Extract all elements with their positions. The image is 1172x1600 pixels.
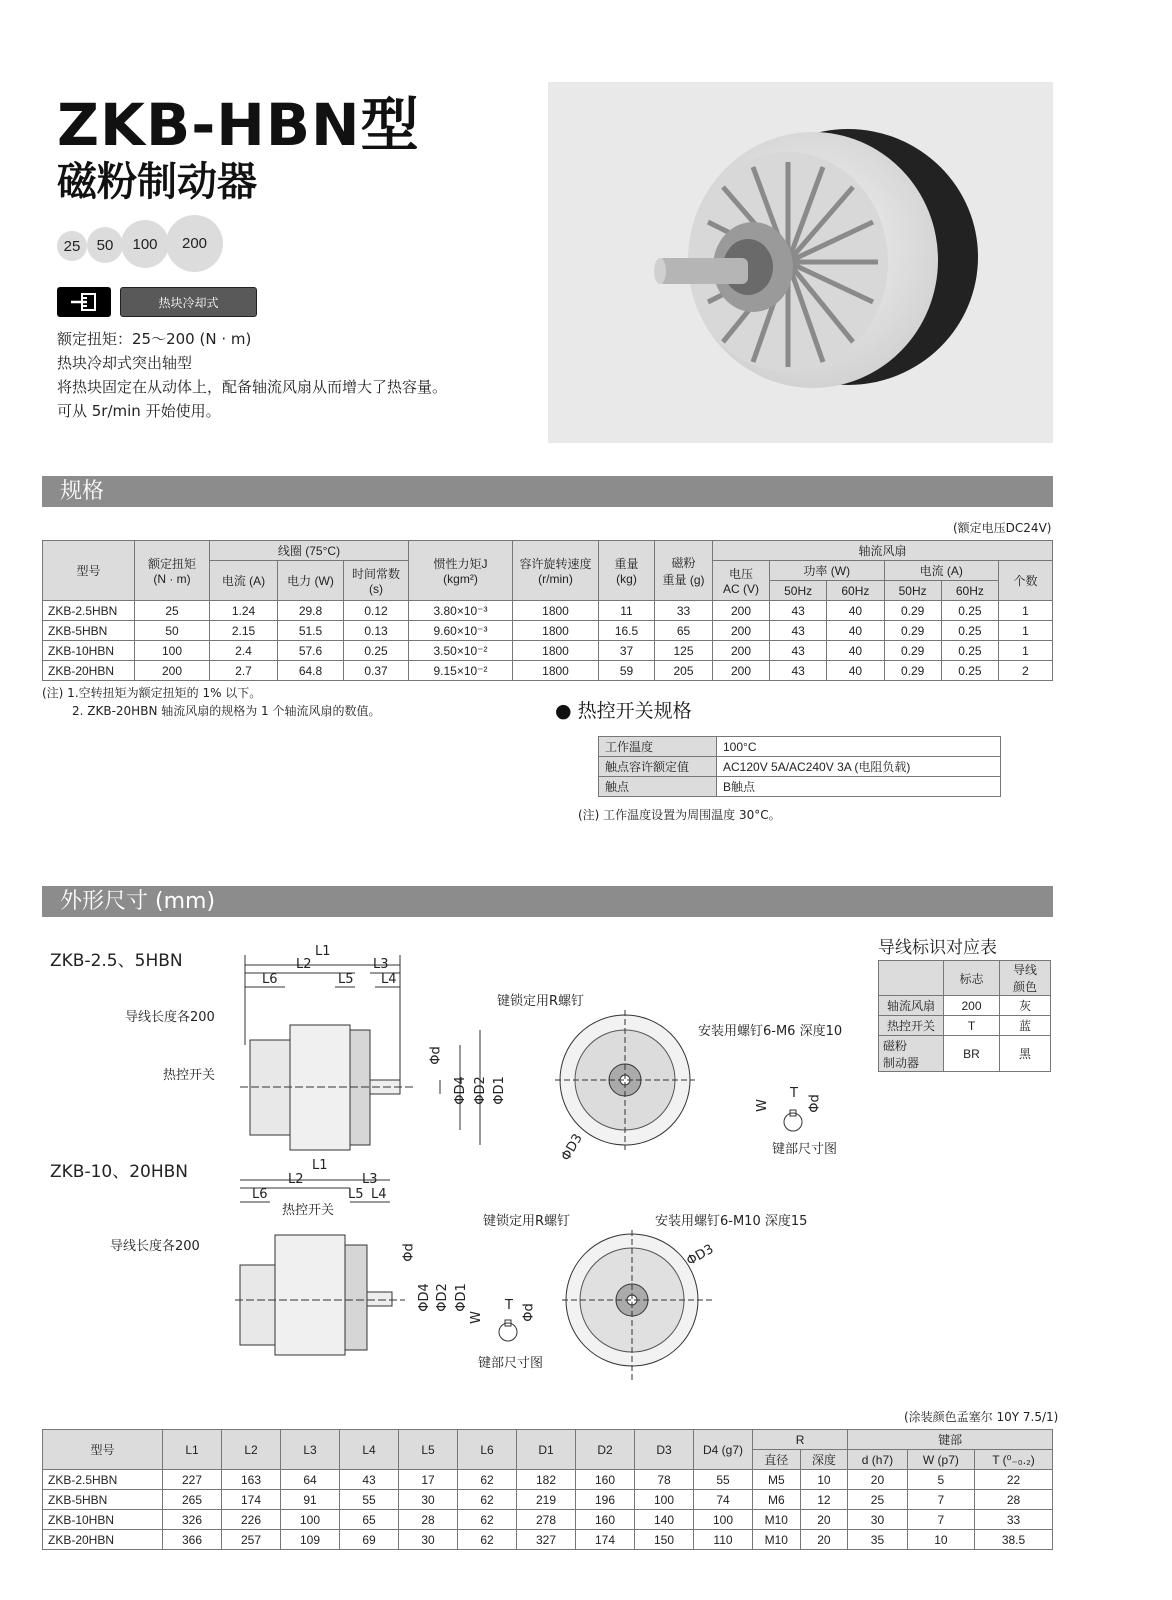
table-row: ZKB-2.5HBN 25 1.24 29.8 0.12 3.80×10⁻³ 1800 11 33 200 43 40 0.29 0.25 1 [43, 601, 1053, 621]
table-row: ZKB-10HBN 326 226 100 65 28 62 278 160 140 100 M10 20 30 7 33 [43, 1510, 1053, 1530]
th-current: 电流 (A) [210, 561, 278, 601]
dim-phiD2: ΦD2 [472, 1076, 488, 1105]
th-fan: 轴流风扇 [713, 541, 1053, 561]
dim-phid-2: Φd [401, 1243, 417, 1262]
dim-phiD3-1: ΦD3 [558, 1131, 586, 1164]
wire-table [878, 960, 1051, 1072]
spec-note-1: (注) 1.空转扭矩为额定扭矩的 1% 以下。 [42, 686, 262, 700]
drawing1-title: ZKB-2.5、5HBN [50, 951, 183, 971]
mount-screw-label-1: 安装用螺钉6-M6 深度10 [698, 1024, 843, 1039]
th-speed: 容许旋转速度 (r/min) [513, 541, 599, 601]
th-powder: 磁粉 重量 (g) [655, 541, 713, 601]
dim-L2: L2 [296, 957, 312, 972]
desc-line: 可从 5r/min 开始使用。 [57, 402, 221, 420]
drawing2-title: ZKB-10、20HBN [50, 1162, 189, 1182]
dim-phid-key-2: Φd [521, 1303, 537, 1322]
thermo-note: (注) 工作温度设置为周围温度 30°C。 [578, 808, 781, 822]
dim-phiD1-2: ΦD1 [453, 1283, 469, 1312]
dim-phid-key-1: Φd [807, 1094, 823, 1113]
drawing1-side-view [240, 945, 500, 1155]
th-torque: 额定扭矩 (N · m) [135, 541, 210, 601]
th-50hz: 50Hz [884, 581, 941, 601]
th-wire-color: 导线 颜色 [1000, 961, 1051, 996]
table-row: ZKB-20HBN 366 257 109 69 30 62 327 174 150 110 M10 20 35 10 38.5 [43, 1530, 1053, 1550]
dim-L2-2: L2 [288, 1172, 304, 1187]
thermo-switch-label-2: 热控开关 [282, 1203, 335, 1218]
th-50hz: 50Hz [770, 581, 827, 601]
th-60hz: 60Hz [941, 581, 998, 601]
lead-length-label-2: 导线长度各200 [110, 1239, 200, 1254]
lead-length-label: 导线长度各200 [125, 1010, 215, 1025]
table-row: ZKB-2.5HBN 227 163 64 43 17 62 182 160 78 55 M5 10 20 5 22 [43, 1470, 1053, 1490]
key-screw-label-1: 键锁定用R螺钉 [497, 994, 585, 1009]
product-description [57, 327, 447, 423]
thermo-switch-label: 热控开关 [163, 1068, 216, 1083]
product-photo [548, 82, 1053, 443]
dim-T-2: T [505, 1298, 513, 1313]
dimensions-table: 型号 L1 L2 L3 L4 L5 L6 D1 D2 D3 D4 (g7) R 键部 直径 深度 d (h7) W (p7) T (⁰₋₀.₂) ZKB-2.5HBN 227 163 64 43 17 62 182 160 78 55 M5 10 20 5 22 ZKB-5HBN 265 174 91 55 30 62 219 196 100 74 M6 12 25 7 28 ZKB-10HBN 326 226 100 65 28 62 278 160 140 100 M10 20 30 7 33 ZKB-20HBN 366 257 109 69 30 62 327 174 150 110 M10 20 35 10 38.5 [42, 1429, 1053, 1550]
page-subtitle: 磁粉制动器 [57, 159, 257, 205]
table-row: ZKB-5HBN 265 174 91 55 30 62 219 196 100 74 M6 12 25 7 28 [43, 1490, 1053, 1510]
cooling-type-badge: 热块冷却式 [120, 287, 257, 317]
spec-table [42, 540, 1053, 681]
dim-phiD4: ΦD4 [452, 1076, 468, 1105]
th-time: 时间常数 (s) [344, 561, 409, 601]
table-row: 热控开关 T 蓝 [879, 1016, 1051, 1036]
dim-phiD3-2: ΦD3 [684, 1241, 717, 1270]
th-count: 个数 [999, 561, 1053, 601]
thermo-spec-table [598, 736, 1001, 797]
th-model: 型号 [43, 541, 135, 601]
table-row: 触点容许额定值 AC120V 5A/AC240V 3A (电阻负载) [599, 757, 1001, 777]
th-fan-current: 电流 (A) [884, 561, 999, 581]
th-mark: 标志 [944, 961, 1000, 996]
voltage-note: (额定电压DC24V) [953, 521, 1052, 535]
mount-screw-label-2: 安装用螺钉6-M10 深度15 [655, 1214, 808, 1229]
table-row: ZKB-10HBN 100 2.4 57.6 0.25 3.50×10⁻² 1800 37 125 200 43 40 0.29 0.25 1 [43, 641, 1053, 661]
dim-L5-2: L5 [348, 1187, 364, 1202]
th-60hz: 60Hz [827, 581, 884, 601]
dim-L5: L5 [338, 972, 354, 987]
page-title: ZKB-HBN型 [57, 91, 420, 159]
wire-table-title: 导线标识对应表 [878, 938, 997, 958]
table-row: 轴流风扇 200 灰 [879, 996, 1051, 1016]
dim-L6: L6 [262, 972, 278, 987]
size-badge-200: 200 [166, 215, 223, 272]
table-row: 触点 B触点 [599, 777, 1001, 797]
dim-L3-2: L3 [362, 1172, 378, 1187]
th-power: 电力 (W) [278, 561, 344, 601]
size-badge-100: 100 [121, 220, 169, 268]
size-badge-50: 50 [87, 227, 123, 263]
spec-section-header: 规格 [42, 476, 1053, 507]
table-row: 磁粉 制动器 BR 黑 [879, 1036, 1051, 1072]
size-badge-25: 25 [57, 231, 87, 261]
desc-line: 热块冷却式突出轴型 [57, 354, 193, 372]
th-voltage: 电压 AC (V) [713, 561, 770, 601]
table-row: ZKB-20HBN 200 2.7 64.8 0.37 9.15×10⁻² 1800 59 205 200 43 40 0.29 0.25 2 [43, 661, 1053, 681]
th-fan-power: 功率 (W) [770, 561, 885, 581]
protruding-shaft-icon [57, 287, 111, 317]
dim-W-1: W [754, 1099, 770, 1112]
thermo-spec-title: ● 热控开关规格 [555, 700, 692, 722]
drawing1-front-view [555, 1010, 695, 1150]
dimensions-section-header: 外形尺寸 (mm) [42, 886, 1053, 917]
th-coil: 线圈 (75°C) [210, 541, 409, 561]
th-weight: 重量 (kg) [599, 541, 655, 601]
key-screw-label-2: 键锁定用R螺钉 [483, 1214, 571, 1229]
spec-note-2: 2. ZKB-20HBN 轴流风扇的规格为 1 个轴流风扇的数值。 [72, 704, 381, 718]
desc-line: 将热块固定在从动体上，配备轴流风扇从而增大了热容量。 [57, 378, 448, 396]
dim-L4-2: L4 [371, 1187, 387, 1202]
desc-line: 额定扭矩：25～200 (N · m) [57, 330, 252, 348]
dim-L1: L1 [315, 944, 331, 959]
dim-T-1: T [790, 1086, 798, 1101]
dim-phiD2-2: ΦD2 [434, 1283, 450, 1312]
dim-L3: L3 [373, 957, 389, 972]
dim-phid: Φd [428, 1046, 444, 1065]
key-dim-label-2: 键部尺寸图 [478, 1356, 544, 1371]
dim-L1-2: L1 [312, 1158, 328, 1173]
paint-note: (涂装颜色孟塞尔 10Y 7.5/1) [904, 1410, 1059, 1424]
dim-phiD4-2: ΦD4 [416, 1283, 432, 1312]
table-row: ZKB-5HBN 50 2.15 51.5 0.13 9.60×10⁻³ 1800 16.5 65 200 43 40 0.29 0.25 1 [43, 621, 1053, 641]
table-row: 工作温度 100°C [599, 737, 1001, 757]
key-dim-label-1: 键部尺寸图 [772, 1142, 838, 1157]
dim-W-2: W [468, 1311, 484, 1324]
dim-L6-2: L6 [252, 1187, 268, 1202]
dim-phiD1: ΦD1 [491, 1076, 507, 1105]
dim-L4: L4 [381, 972, 397, 987]
th-inertia: 惯性力矩J (kgm²) [409, 541, 513, 601]
